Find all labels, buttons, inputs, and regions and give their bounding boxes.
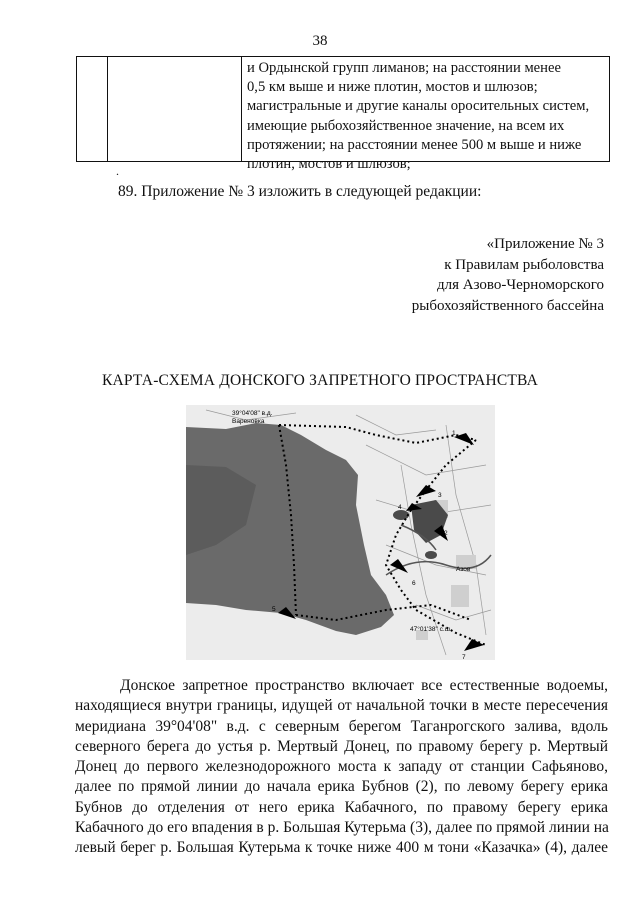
description-line: северного берега до устья р. Мертвый Донец, по правому берегу р. Мертвый	[75, 737, 608, 755]
description-line: левый берег р. Большая Кутерьма к точке ниже 400 м тони «Казачка» (4), далее	[75, 839, 608, 857]
map-marker-label: 2	[444, 530, 448, 537]
page-number: 38	[312, 33, 328, 49]
map-coord-bottom: 47°01'38" с.ш.	[410, 626, 452, 633]
map-marker-label: 3	[438, 492, 442, 499]
table-cell-empty-2	[108, 57, 242, 161]
description-line: Бубнов до отделения от него ерика Кабачного, по правому берегу ерика	[75, 798, 608, 816]
stray-mark: .	[116, 164, 119, 178]
appendix-header	[412, 234, 604, 316]
table-text-line: магистральные и другие каналы оросительных систем,	[247, 98, 590, 115]
table-cell-text	[242, 57, 609, 173]
map-title: КАРТА-СХЕМА ДОНСКОГО ЗАПРЕТНОГО ПРОСТРАНСТВА	[101, 372, 539, 389]
map-place-top: Вареновка	[232, 418, 265, 425]
description-line: Донец до первого железнодорожного моста к западу от станции Сафьяново,	[75, 758, 608, 776]
description-line: Донское запретное пространство включает все естественные водоемы,	[120, 677, 608, 694]
map-marker-label: 5	[272, 606, 276, 613]
map-marker-label: 6	[412, 580, 416, 587]
map-figure	[186, 405, 495, 660]
description-text	[75, 676, 608, 859]
map-coord-top: 39°04'08" в.д.	[232, 410, 273, 417]
description-line: далее по прямой линии до начала ерика Бубнов (2), по левому берегу ерика	[75, 778, 608, 796]
table-text-line: и Ордынской групп лиманов; на расстоянии менее	[247, 60, 561, 76]
table-text-line: плотин, мостов и шлюзов;	[247, 156, 411, 173]
table-text-line: протяжении; на расстоянии менее 500 м выше и ниже	[247, 136, 582, 153]
map-marker-label: 7	[462, 654, 466, 660]
map-place-right: Азов	[456, 566, 471, 573]
map-marker-label: 1	[452, 430, 456, 437]
appendix-line: для Азово-Черноморского	[436, 277, 604, 293]
map-marker-label: 4	[398, 504, 402, 511]
description-line: меридиана 39°04'08" в.д. с северным берегом Таганрогского залива, вдоль	[75, 717, 608, 735]
table-text-line: 0,5 км выше и ниже плотин, мостов и шлюзов;	[247, 79, 538, 96]
appendix-line: к Правилам рыболовства	[444, 256, 604, 273]
appendix-line: «Приложение № 3	[486, 236, 604, 252]
item-89: 89. Приложение № 3 изложить в следующей редакции:	[118, 183, 482, 200]
description-line: находящиеся внутри границы, идущей от начальной точки в месте пересечения	[75, 697, 608, 715]
table-cell-empty-1	[77, 57, 108, 161]
appendix-line: рыбохозяйственного бассейна	[411, 297, 604, 314]
table-text-line: имеющие рыбохозяйственное значение, на всем их	[247, 117, 565, 134]
description-line: Кабачного до его впадения в р. Большая Кутерьма (3), далее по прямой линии на	[75, 819, 609, 837]
content-table	[76, 56, 610, 173]
